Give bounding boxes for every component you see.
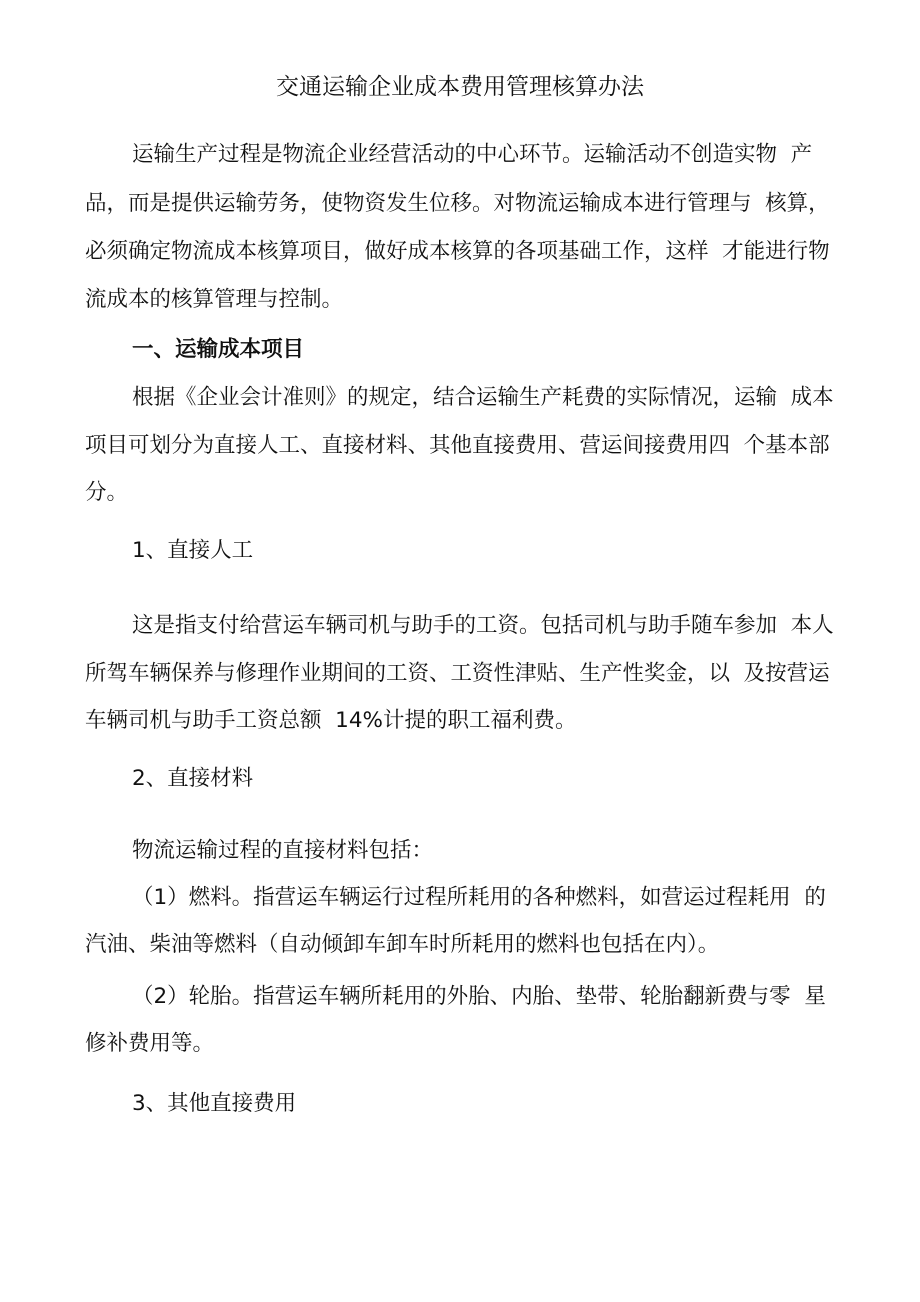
text-line: 流成本的核算管理与控制。 — [85, 287, 344, 312]
text-line: 必须确定物流成本核算项目，做好成本核算的各项基础工作，这样 才能进行物 — [85, 239, 830, 264]
text-line: 修补费用等。 — [85, 1031, 215, 1056]
text-line: 项目可划分为直接人工、直接材料、其他直接费用、营运间接费用四 个基本部 — [85, 433, 830, 458]
text-line: 所驾车辆保养与修理作业期间的工资、工资性津贴、生产性奖金，以 及按营运 — [85, 661, 830, 686]
text-line: 物流运输过程的直接材料包括： — [132, 838, 434, 863]
subsection-heading: 2、直接材料 — [132, 766, 254, 791]
subsection-heading: 1、直接人工 — [132, 538, 254, 563]
text-line: （1）燃料。指营运车辆运行过程所耗用的各种燃料，如营运过程耗用 的 — [132, 885, 826, 910]
text-line: 根据《企业会计准则》的规定，结合运输生产耗费的实际情况，运输 成本 — [132, 385, 834, 410]
text-line: （2）轮胎。指营运车辆所耗用的外胎、内胎、垫带、轮胎翻新费与零 星 — [132, 984, 826, 1009]
text-line: 车辆司机与助手工资总额 14%计提的职工福利费。 — [85, 708, 577, 733]
subsection-heading: 3、其他直接费用 — [132, 1091, 297, 1116]
text-line: 这是指支付给营运车辆司机与助手的工资。包括司机与助手随车参加 本人 — [132, 613, 834, 638]
section-heading: 一、运输成本项目 — [132, 337, 305, 362]
text-line: 品，而是提供运输劳务，使物资发生位移。对物流运输成本进行管理与 核算， — [85, 191, 830, 216]
text-line: 分。 — [85, 480, 129, 505]
text-line: 汽油、柴油等燃料（自动倾卸车卸车时所耗用的燃料也包括在内）。 — [85, 932, 720, 957]
text-line: 运输生产过程是物流企业经营活动的中心环节。运输活动不创造实物 产 — [132, 142, 813, 167]
document-title: 交通运输企业成本费用管理核算办法 — [276, 74, 644, 100]
